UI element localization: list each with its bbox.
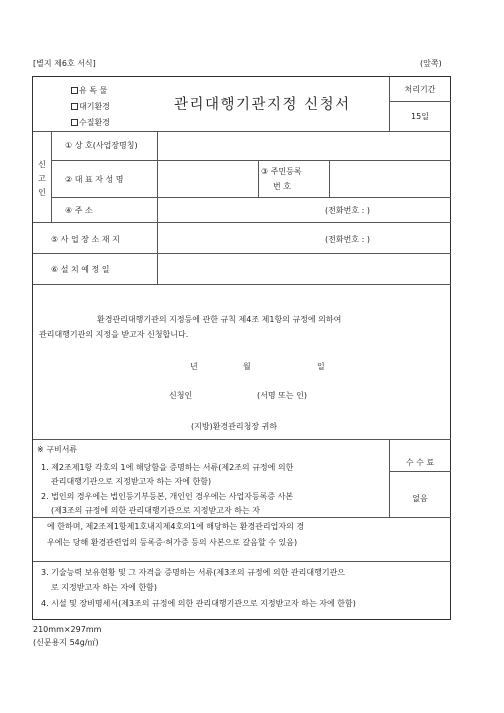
- representative-name-label: ② 대 표 자 성 명: [65, 175, 124, 184]
- date-year-label: 년: [190, 362, 198, 371]
- declaration-line-1: 환경관리대행기관의 지정등에 관한 규칙 제4조 제1항의 규정에 의하여: [97, 315, 342, 324]
- checkbox-icon: [71, 119, 78, 126]
- site-address-label: ⑤ 사 업 장 소 재 지: [51, 235, 120, 244]
- address-label: ④ 주 소: [65, 206, 93, 215]
- doc-item-4: 4. 시설 및 장비명세서(제3조의 규정에 의한 관리대행기관으로 지정받고자 하는 자에 한함): [41, 599, 356, 608]
- checkbox-icon: [71, 103, 78, 110]
- checkbox-icon: [71, 87, 78, 94]
- doc-item-2-line-1: 2. 법인의 경우에는 법인등기부등본, 개인인 경우에는 사업자등록증 사본: [41, 492, 294, 501]
- paper-size: 210mm×297mm: [33, 625, 102, 634]
- applicant-label-3: 인: [38, 188, 46, 197]
- date-month-label: 월: [243, 362, 251, 371]
- rrn-label-2: 번 호: [273, 182, 291, 191]
- doc-item-2-line-4: 우에는 당해 환경관련업의 등록증·허가증 등의 사본으로 갈음할 수 있음): [47, 538, 298, 547]
- signature-note: (서명 또는 인): [257, 391, 307, 400]
- rrn-label-1: ③ 주민등록: [261, 167, 302, 176]
- application-form: [32, 76, 451, 620]
- rrn-field[interactable]: [331, 162, 449, 194]
- install-date-label: ⑥ 설 치 예 정 일: [51, 265, 110, 274]
- install-date-field[interactable]: [159, 255, 449, 282]
- site-phone: (전화번호 : ): [325, 235, 370, 244]
- trade-name-field[interactable]: [159, 133, 449, 157]
- address-field[interactable]: [159, 199, 319, 220]
- site-address-field[interactable]: [159, 224, 319, 251]
- trade-name-label: ① 상 호(사업장명칭): [65, 141, 138, 150]
- representative-name-field[interactable]: [159, 162, 257, 194]
- category-toxic[interactable]: 유 독 물: [71, 85, 107, 96]
- processing-period-label: 처리기간: [404, 85, 436, 94]
- required-docs-heading: ※ 구비서류: [37, 445, 78, 454]
- fee-value: 없음: [412, 494, 428, 503]
- doc-item-2-line-3: 에 한하며, 제2조제1항제1호내지제4호의1에 해당하는 환경관리업자의 경: [47, 522, 305, 531]
- doc-item-1-line-1: 1. 제2조제1항 각호의 1에 해당함을 증명하는 서류(제2조의 규정에 의한: [41, 463, 294, 472]
- declaration-line-2: 관리대행기관의 지정을 받고자 신청합니다.: [39, 330, 189, 339]
- doc-item-3-line-1: 3. 기술능력 보유현황 및 그 자격을 증명하는 서류(제3조의 규정에 의한 관리대행기관으: [41, 568, 346, 577]
- doc-item-3-line-2: 로 지정받고자 하는 자에 한함): [51, 583, 158, 592]
- date-day-label: 일: [317, 362, 325, 371]
- form-number: [별지 제6호 서식]: [33, 59, 96, 68]
- processing-period-value: 15일: [411, 112, 429, 121]
- form-title: 관리대행기관지정 신청서: [174, 97, 351, 113]
- applicant-signature-label: 신청인: [169, 391, 193, 400]
- applicant-label-1: 신: [38, 160, 46, 169]
- paper-type: (신문용지 54g/㎡): [33, 638, 99, 647]
- recipient: (지방)환경관리청장 귀하: [191, 422, 278, 431]
- doc-item-1-line-2: 관리대행기관으로 지정받고자 하는 자에 한함): [51, 477, 212, 486]
- address-phone: (전화번호 : ): [325, 206, 370, 215]
- category-water[interactable]: 수질환경: [71, 117, 110, 128]
- applicant-label-2: 고: [38, 174, 46, 183]
- category-air[interactable]: 대기환경: [71, 101, 110, 112]
- page-side: (앞쪽): [420, 59, 442, 68]
- fee-label: 수 수 료: [405, 458, 435, 467]
- doc-item-2-line-2: (제3조의 규정에 의한 관리대행기관으로 지정받고자 하는 자: [51, 506, 260, 515]
